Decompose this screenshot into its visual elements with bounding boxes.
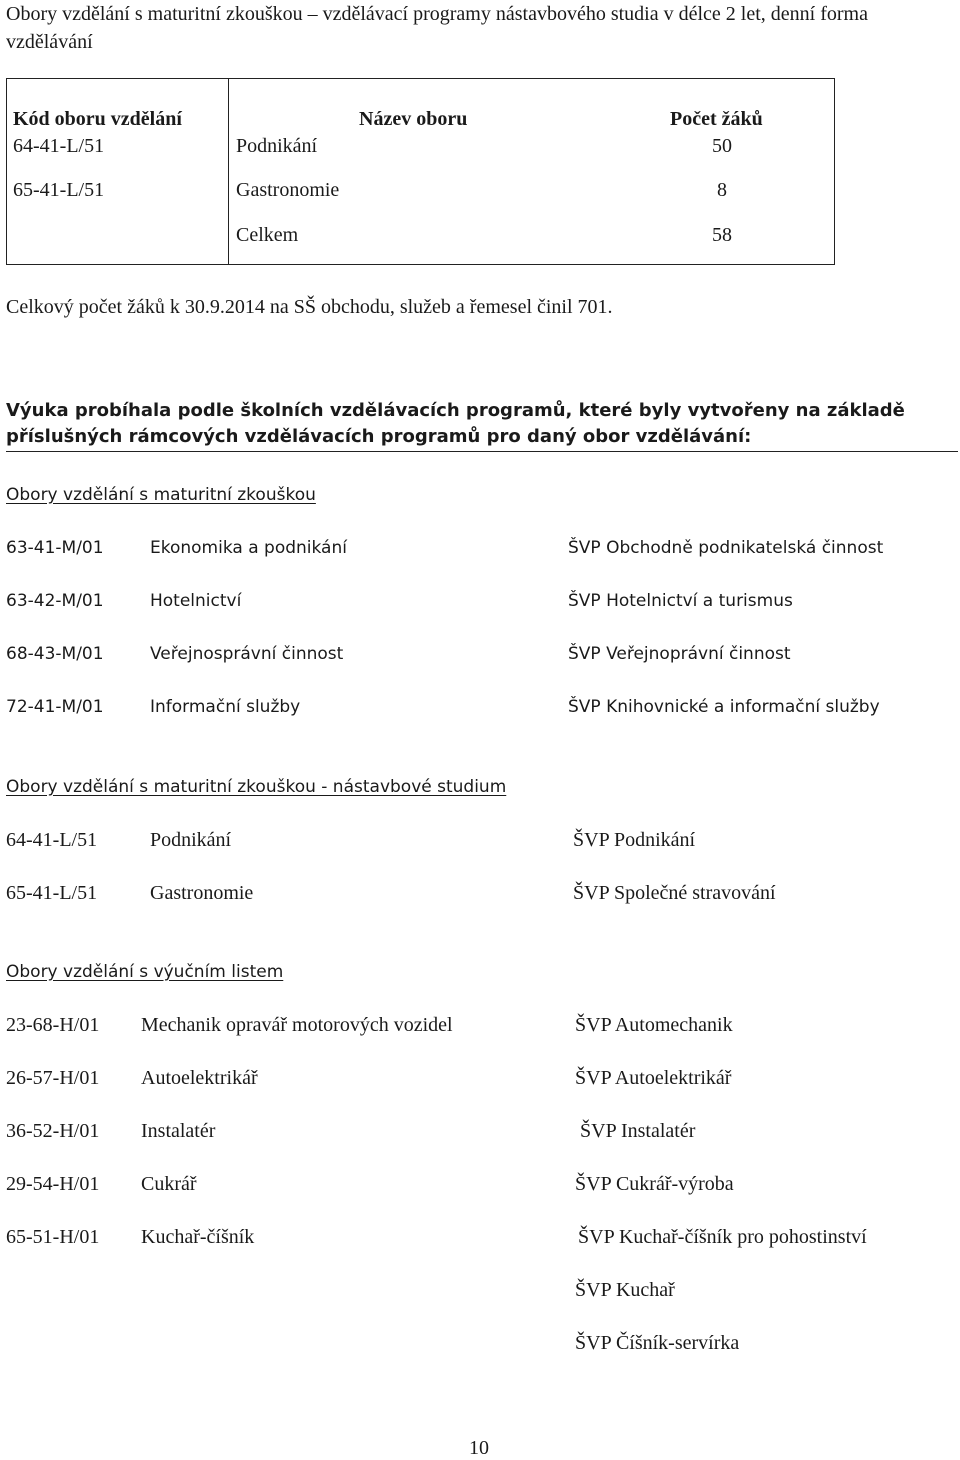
program-code: 65-51-H/01 bbox=[6, 1226, 100, 1248]
students-table bbox=[6, 78, 835, 265]
program-svp: ŠVP Cukrář-výroba bbox=[575, 1173, 734, 1195]
program-svp: ŠVP Kuchař-číšník pro pohostinství bbox=[578, 1226, 867, 1248]
table-cell-count: 50 bbox=[712, 135, 732, 157]
page-number: 10 bbox=[469, 1437, 489, 1459]
program-code: 65-41-L/51 bbox=[6, 882, 98, 904]
table-cell-code: 64-41-L/51 bbox=[13, 135, 105, 157]
table-cell-total-count: 58 bbox=[712, 224, 732, 246]
program-code: 63-41-M/01 bbox=[6, 538, 104, 558]
section-title-maturitni: Obory vzdělání s maturitní zkouškou bbox=[6, 485, 316, 505]
section-title-vyucni-list: Obory vzdělání s výučním listem bbox=[6, 962, 284, 982]
table-border-left bbox=[6, 78, 7, 265]
program-svp: ŠVP Veřejnoprávní činnost bbox=[568, 644, 791, 664]
section-title-nastavbove: Obory vzdělání s maturitní zkouškou - nástavbové studium bbox=[6, 777, 507, 797]
program-code: 23-68-H/01 bbox=[6, 1014, 100, 1036]
program-code: 63-42-M/01 bbox=[6, 591, 104, 611]
table-cell-total-label: Celkem bbox=[236, 224, 299, 246]
program-code: 36-52-H/01 bbox=[6, 1120, 100, 1142]
program-code: 26-57-H/01 bbox=[6, 1067, 100, 1089]
program-name: Podnikání bbox=[150, 829, 232, 851]
program-name: Veřejnosprávní činnost bbox=[150, 644, 344, 664]
table-border-top bbox=[6, 78, 835, 79]
program-svp: ŠVP Obchodně podnikatelská činnost bbox=[568, 538, 884, 558]
program-code: 68-43-M/01 bbox=[6, 644, 104, 664]
table-border-right bbox=[834, 78, 835, 265]
program-name: Cukrář bbox=[141, 1173, 197, 1195]
program-code: 64-41-L/51 bbox=[6, 829, 98, 851]
program-name: Autoelektrikář bbox=[141, 1067, 258, 1089]
program-name: Ekonomika a podnikání bbox=[150, 538, 347, 558]
table-header-name: Název oboru bbox=[359, 108, 468, 130]
table-header-code: Kód oboru vzdělání bbox=[13, 108, 182, 130]
table-border-col1 bbox=[228, 78, 229, 265]
table-cell-name: Podnikání bbox=[236, 135, 318, 157]
program-svp: ŠVP Knihovnické a informační služby bbox=[568, 697, 880, 717]
program-svp: ŠVP Hotelnictví a turismus bbox=[568, 591, 793, 611]
table-border-bottom bbox=[6, 264, 835, 265]
program-svp: ŠVP Kuchař bbox=[575, 1279, 675, 1301]
table-header-count: Počet žáků bbox=[670, 108, 763, 130]
program-svp: ŠVP Autoelektrikář bbox=[575, 1067, 732, 1089]
program-svp: ŠVP Číšník-servírka bbox=[575, 1332, 740, 1354]
intro-rule bbox=[6, 451, 958, 452]
table-cell-name: Gastronomie bbox=[236, 179, 340, 201]
program-code: 29-54-H/01 bbox=[6, 1173, 100, 1195]
program-svp: ŠVP Podnikání bbox=[573, 829, 696, 851]
total-students-sentence: Celkový počet žáků k 30.9.2014 na SŠ obchodu, služeb a řemesel činil 701. bbox=[6, 296, 613, 318]
intro-paragraph: Výuka probíhala podle školních vzdělávacích programů, které byly vytvořeny na základě příslušných rámcových vzdělávacích programů pro daný obor vzdělávání: bbox=[6, 400, 905, 447]
program-name: Mechanik opravář motorových vozidel bbox=[141, 1014, 453, 1036]
program-name: Informační služby bbox=[150, 697, 301, 717]
program-name: Instalatér bbox=[141, 1120, 216, 1142]
program-code: 72-41-M/01 bbox=[6, 697, 104, 717]
program-name: Gastronomie bbox=[150, 882, 254, 904]
program-name: Kuchař-číšník bbox=[141, 1226, 255, 1248]
section-heading-nastavbove: Obory vzdělání s maturitní zkouškou – vzdělávací programy nástavbového studia v délce 2 let, denní forma vzdělávání bbox=[6, 3, 868, 53]
table-cell-count: 8 bbox=[717, 179, 727, 201]
program-svp: ŠVP Společné stravování bbox=[573, 882, 776, 904]
table-cell-code: 65-41-L/51 bbox=[13, 179, 105, 201]
program-svp: ŠVP Instalatér bbox=[580, 1120, 696, 1142]
program-name: Hotelnictví bbox=[150, 591, 242, 611]
program-svp: ŠVP Automechanik bbox=[575, 1014, 733, 1036]
